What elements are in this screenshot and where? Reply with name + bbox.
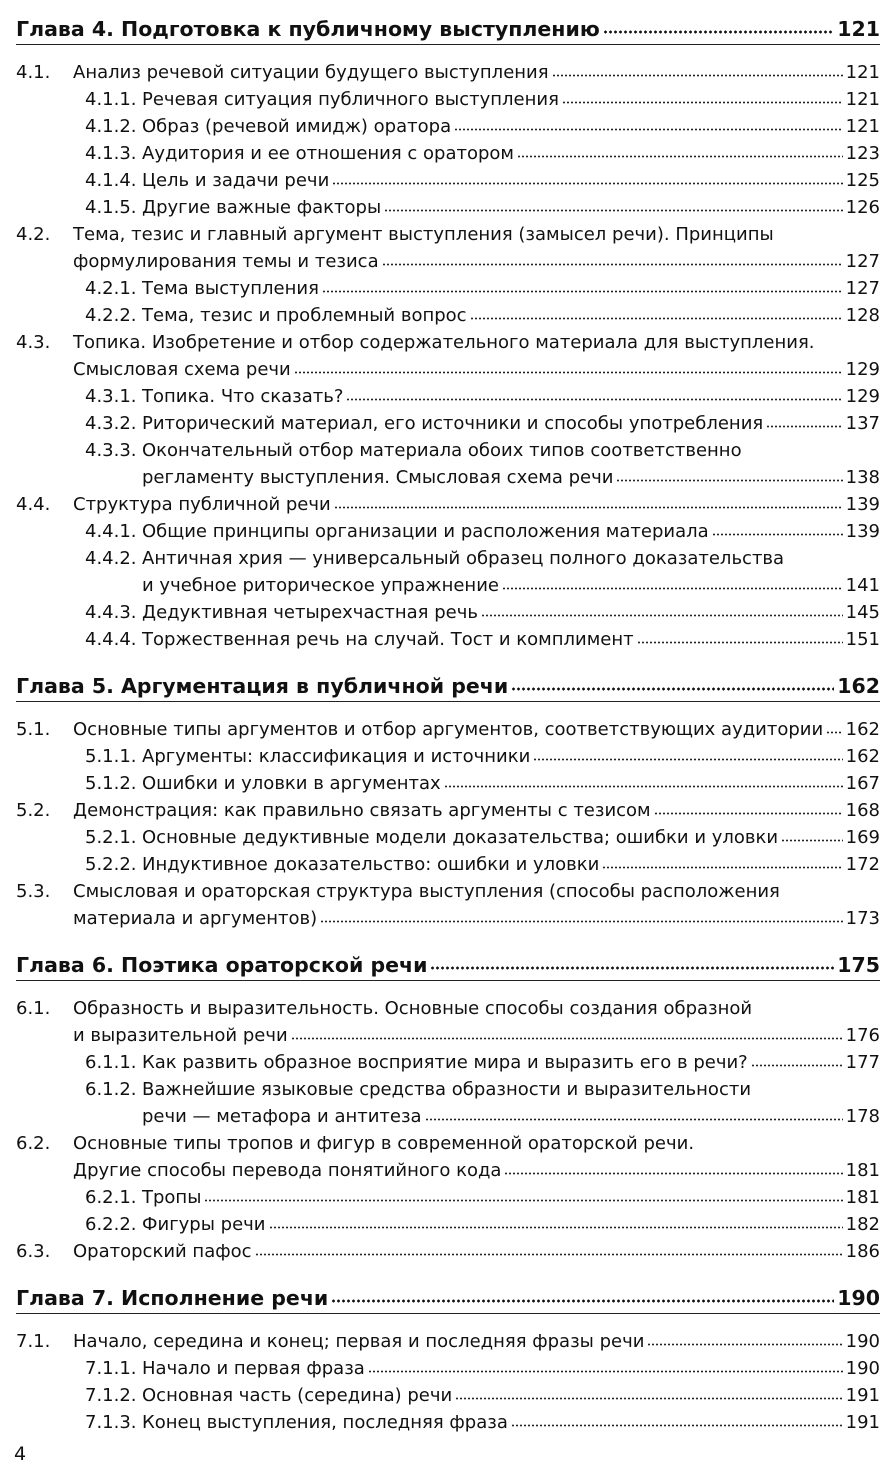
subsection-entry [16, 299, 880, 326]
entry-title: Начало и первая фраза [142, 1358, 365, 1379]
subsection-entry [16, 1073, 880, 1100]
chapter-heading [16, 950, 880, 977]
chapter-heading [16, 14, 880, 41]
subsection-entry [16, 434, 880, 461]
entry-page: 151 [845, 629, 880, 650]
subsection-entry [16, 767, 880, 794]
entry-page: 139 [845, 521, 880, 542]
dot-leader [504, 1172, 842, 1175]
section-entry [16, 902, 880, 929]
entry-title: Тема, тезис и главный аргумент выступления (замысел речи). Принципы [73, 224, 774, 245]
entry-title: Окончательный отбор материала обоих типов соответственно [142, 440, 742, 461]
entry-title: Ораторский пафос [73, 1241, 252, 1262]
dot-leader [602, 866, 842, 869]
chapter-title: Глава 6. Поэтика ораторской речи [16, 953, 428, 977]
entry-number: 5.3. [16, 881, 51, 902]
entry-title: Торжественная речь на случай. Тост и комплимент [142, 629, 634, 650]
entry-number: 4.4. [16, 494, 51, 515]
section-entry [16, 326, 880, 353]
entry-page: 127 [845, 278, 880, 299]
dot-leader [382, 263, 843, 266]
entry-title: Тропы [142, 1187, 202, 1208]
subsection-entry [16, 740, 880, 767]
entry-title: Другие важные факторы [142, 197, 382, 218]
chapter-page: 175 [837, 953, 880, 977]
entry-number: 6.2.2. [85, 1214, 137, 1235]
dot-leader [781, 839, 843, 842]
entry-page: 137 [845, 413, 880, 434]
dot-leader [269, 1226, 843, 1229]
chapter-heading [16, 671, 880, 698]
entry-number: 7.1.3. [85, 1412, 137, 1433]
section-entry [16, 794, 880, 821]
entry-title: речи — метафора и антитеза [142, 1106, 422, 1127]
entry-title: Другие способы перевода понятийного кода [73, 1160, 502, 1181]
section-entry [16, 992, 880, 1019]
dot-leader [533, 758, 842, 761]
entry-number: 7.1.2. [85, 1385, 137, 1406]
entry-title: регламенту выступления. Смысловая схема речи [142, 467, 614, 488]
section-entry [16, 713, 880, 740]
entry-page: 182 [845, 1214, 880, 1235]
entry-number: 5.1. [16, 719, 51, 740]
entry-number: 6.1.2. [85, 1079, 137, 1100]
subsection-entry [16, 569, 880, 596]
entry-number: 5.1.1. [85, 746, 137, 767]
entry-number: 4.1. [16, 62, 51, 83]
entry-number: 6.2.1. [85, 1187, 137, 1208]
dot-leader [637, 641, 843, 644]
dot-leader [255, 1253, 843, 1256]
dot-leader [470, 317, 843, 320]
entry-number: 5.2.2. [85, 854, 137, 875]
entry-page: 181 [845, 1160, 880, 1181]
dot-leader [204, 1199, 842, 1202]
subsection-entry [16, 110, 880, 137]
entry-title: формулирования темы и тезиса [73, 251, 379, 272]
entry-page: 191 [845, 1385, 880, 1406]
entry-page: 186 [845, 1241, 880, 1262]
entry-title: Анализ речевой ситуации будущего выступления [73, 62, 549, 83]
subsection-entry [16, 1046, 880, 1073]
entry-number: 4.3.3. [85, 440, 137, 461]
dot-leader [454, 128, 843, 131]
dot-leader [826, 731, 842, 734]
entry-number: 6.3. [16, 1241, 51, 1262]
section-entry [16, 1019, 880, 1046]
entry-title: Дедуктивная четырехчастная речь [142, 602, 478, 623]
entry-page: 123 [845, 143, 880, 164]
entry-number: 6.2. [16, 1133, 51, 1154]
dot-leader [517, 155, 843, 158]
dot-leader [751, 1064, 843, 1067]
entry-title: Топика. Изобретение и отбор содержательного материала для выступления. [73, 332, 815, 353]
entry-title: материала и аргументов) [73, 908, 318, 929]
section-entry [16, 875, 880, 902]
entry-title: Аудитория и ее отношения с оратором [142, 143, 515, 164]
entry-title: и учебное риторическое упражнение [142, 575, 499, 596]
entry-page: 169 [845, 827, 880, 848]
dot-leader [654, 812, 843, 815]
section-entry [16, 488, 880, 515]
entry-page: 129 [845, 386, 880, 407]
entry-number: 4.1.1. [85, 89, 137, 110]
entry-number: 4.2.2. [85, 305, 137, 326]
entry-title: Фигуры речи [142, 1214, 266, 1235]
chapter-page: 162 [837, 674, 880, 698]
subsection-entry [16, 515, 880, 542]
entry-page: 173 [845, 908, 880, 929]
chapter-rule [16, 1313, 880, 1314]
entry-title: Речевая ситуация публичного выступления [142, 89, 559, 110]
entry-title: Смысловая схема речи [73, 359, 291, 380]
entry-number: 5.2.1. [85, 827, 137, 848]
entry-title: Основные типы тропов и фигур в современной ораторской речи. [73, 1133, 695, 1154]
subsection-entry [16, 380, 880, 407]
subsection-entry [16, 596, 880, 623]
entry-title: Основные дедуктивные модели доказательства; ошибки и уловки [142, 827, 779, 848]
subsection-entry [16, 623, 880, 650]
entry-title: Ошибки и уловки в аргументах [142, 773, 441, 794]
chapter-title: Глава 7. Исполнение речи [16, 1286, 329, 1310]
entry-number: 5.2. [16, 800, 51, 821]
entry-number: 4.1.3. [85, 143, 137, 164]
section-entry [16, 245, 880, 272]
subsection-entry [16, 407, 880, 434]
section-entry [16, 353, 880, 380]
section-entry [16, 1154, 880, 1181]
dot-leader [425, 1118, 843, 1121]
entry-title: Общие принципы организации и расположения материала [142, 521, 709, 542]
entry-page: 181 [845, 1187, 880, 1208]
section-entry [16, 218, 880, 245]
page-number: 4 [14, 1443, 27, 1465]
chapter-title: Глава 5. Аргументация в публичной речи [16, 674, 509, 698]
chapter-page: 121 [837, 17, 880, 41]
dot-leader [334, 506, 843, 509]
entry-number: 4.4.2. [85, 548, 137, 569]
entry-title: Тема выступления [142, 278, 319, 299]
entry-title: Топика. Что сказать? [142, 386, 344, 407]
entry-title: Основные типы аргументов и отбор аргументов, соответствующих аудитории [73, 719, 824, 740]
entry-number: 4.4.4. [85, 629, 137, 650]
entry-page: 127 [845, 251, 880, 272]
entry-page: 162 [845, 746, 880, 767]
section-entry [16, 56, 880, 83]
dot-leader [481, 614, 843, 617]
entry-page: 121 [845, 116, 880, 137]
dot-leader [647, 1343, 842, 1346]
dot-leader [430, 966, 834, 970]
subsection-entry [16, 542, 880, 569]
chapter-rule [16, 701, 880, 702]
subsection-entry [16, 1352, 880, 1379]
entry-title: Тема, тезис и проблемный вопрос [142, 305, 467, 326]
subsection-entry [16, 191, 880, 218]
entry-page: 125 [845, 170, 880, 191]
dot-leader [294, 371, 843, 374]
subsection-entry [16, 1100, 880, 1127]
dot-leader [368, 1370, 843, 1373]
entry-page: 172 [845, 854, 880, 875]
entry-title: Образ (речевой имидж) оратора [142, 116, 452, 137]
dot-leader [455, 1397, 842, 1400]
entry-title: Структура публичной речи [73, 494, 331, 515]
dot-leader [444, 785, 843, 788]
entry-number: 4.1.5. [85, 197, 137, 218]
dot-leader [291, 1037, 843, 1040]
entry-title: и выразительной речи [73, 1025, 288, 1046]
entry-number: 6.1. [16, 998, 51, 1019]
entry-page: 167 [845, 773, 880, 794]
entry-page: 168 [845, 800, 880, 821]
chapter-title: Глава 4. Подготовка к публичному выступлению [16, 17, 600, 41]
dot-leader [511, 687, 834, 691]
dot-leader [616, 479, 842, 482]
entry-page: 141 [845, 575, 880, 596]
entry-number: 4.3.2. [85, 413, 137, 434]
entry-number: 4.1.2. [85, 116, 137, 137]
entry-page: 176 [845, 1025, 880, 1046]
dot-leader [320, 920, 843, 923]
subsection-entry [16, 83, 880, 110]
entry-page: 121 [845, 62, 880, 83]
entry-page: 128 [845, 305, 880, 326]
dot-leader [562, 101, 843, 104]
entry-title: Аргументы: классификация и источники [142, 746, 531, 767]
entry-title: Основная часть (середина) речи [142, 1385, 453, 1406]
entry-title: Античная хрия — универсальный образец полного доказательства [142, 548, 785, 569]
dot-leader [603, 30, 834, 34]
entry-title: Как развить образное восприятие мира и выразить его в речи? [142, 1052, 748, 1073]
entry-title: Смысловая и ораторская структура выступления (способы расположения [73, 881, 780, 902]
entry-number: 4.2. [16, 224, 51, 245]
entry-title: Конец выступления, последняя фраза [142, 1412, 508, 1433]
entry-number: 4.4.3. [85, 602, 137, 623]
dot-leader [766, 425, 842, 428]
dot-leader [346, 398, 842, 401]
dot-leader [552, 74, 843, 77]
entry-page: 178 [845, 1106, 880, 1127]
subsection-entry [16, 1406, 880, 1433]
subsection-entry [16, 1181, 880, 1208]
entry-number: 4.4.1. [85, 521, 137, 542]
entry-page: 145 [845, 602, 880, 623]
entry-title: Цель и задачи речи [142, 170, 330, 191]
table-of-contents [16, 14, 880, 1433]
entry-page: 138 [845, 467, 880, 488]
entry-number: 6.1.1. [85, 1052, 137, 1073]
section-entry [16, 1325, 880, 1352]
subsection-entry [16, 821, 880, 848]
entry-title: Образность и выразительность. Основные способы создания образной [73, 998, 753, 1019]
chapter-rule [16, 44, 880, 45]
entry-number: 5.1.2. [85, 773, 137, 794]
entry-page: 126 [845, 197, 880, 218]
subsection-entry [16, 461, 880, 488]
entry-number: 4.3.1. [85, 386, 137, 407]
subsection-entry [16, 1379, 880, 1406]
entry-page: 129 [845, 359, 880, 380]
subsection-entry [16, 164, 880, 191]
subsection-entry [16, 848, 880, 875]
entry-title: Демонстрация: как правильно связать аргументы с тезисом [73, 800, 651, 821]
entry-title: Важнейшие языковые средства образности и выразительности [142, 1079, 752, 1100]
entry-number: 4.2.1. [85, 278, 137, 299]
subsection-entry [16, 137, 880, 164]
chapter-heading [16, 1283, 880, 1310]
dot-leader [712, 533, 843, 536]
entry-number: 4.3. [16, 332, 51, 353]
entry-title: Риторический материал, его источники и способы употребления [142, 413, 764, 434]
chapter-rule [16, 980, 880, 981]
section-entry [16, 1127, 880, 1154]
entry-page: 190 [845, 1358, 880, 1379]
entry-page: 177 [845, 1052, 880, 1073]
dot-leader [384, 209, 842, 212]
entry-number: 7.1.1. [85, 1358, 137, 1379]
entry-page: 139 [845, 494, 880, 515]
entry-number: 7.1. [16, 1331, 51, 1352]
section-entry [16, 1235, 880, 1262]
dot-leader [502, 587, 843, 590]
subsection-entry [16, 1208, 880, 1235]
entry-page: 121 [845, 89, 880, 110]
dot-leader [332, 182, 842, 185]
dot-leader [511, 1424, 843, 1427]
subsection-entry [16, 272, 880, 299]
entry-page: 162 [845, 719, 880, 740]
entry-number: 4.1.4. [85, 170, 137, 191]
entry-page: 191 [845, 1412, 880, 1433]
entry-page: 190 [845, 1331, 880, 1352]
entry-title: Начало, середина и конец; первая и последняя фразы речи [73, 1331, 645, 1352]
dot-leader [322, 290, 843, 293]
entry-title: Индуктивное доказательство: ошибки и уловки [142, 854, 600, 875]
chapter-page: 190 [837, 1286, 880, 1310]
dot-leader [331, 1299, 834, 1303]
